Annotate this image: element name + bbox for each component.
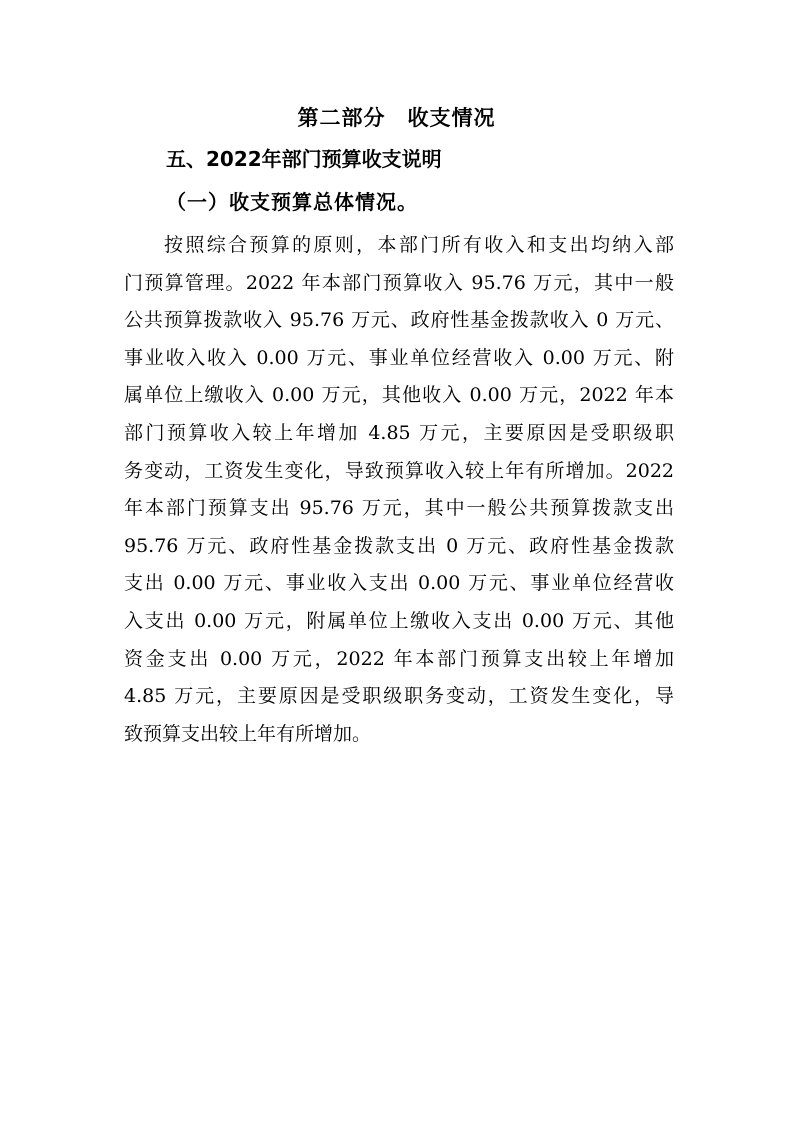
section-heading: 五、2022年部门预算收支说明: [166, 147, 442, 171]
paragraph-line: 事业收入收入 0.00 万元、事业单位经营收入 0.00 万元、附: [124, 346, 674, 369]
paragraph-line: 按照综合预算的原则，本部门所有收入和支出均纳入部: [164, 234, 674, 256]
paragraph-line: 门预算管理。2022 年本部门预算收入 95.76 万元，其中一般: [124, 271, 674, 294]
paragraph-line: 入支出 0.00 万元，附属单位上缴收入支出 0.00 万元、其他: [124, 609, 674, 632]
paragraph-line: 支出 0.00 万元、事业收入支出 0.00 万元、事业单位经营收: [124, 572, 674, 595]
paragraph-line: 4.85 万元，主要原因是受职级职务变动，工资发生变化，导: [124, 685, 674, 708]
paragraph-line: 致预算支出较上年有所增加。: [124, 722, 372, 745]
paragraph-line: 部门预算收入较上年增加 4.85 万元，主要原因是受职级职: [124, 421, 674, 444]
part-title: 第二部分 收支情况: [297, 106, 496, 130]
paragraph-line: 属单位上缴收入 0.00 万元，其他收入 0.00 万元，2022 年本: [124, 384, 674, 407]
sub-heading: （一）收支预算总体情况。: [166, 190, 418, 214]
paragraph-line: 公共预算拨款收入 95.76 万元、政府性基金拨款收入 0 万元、: [124, 309, 674, 332]
paragraph-line: 95.76 万元、政府性基金拨款支出 0 万元、政府性基金拨款: [124, 534, 674, 557]
paragraph-line: 年本部门预算支出 95.76 万元，其中一般公共预算拨款支出: [124, 497, 674, 520]
paragraph-line: 资金支出 0.00 万元，2022 年本部门预算支出较上年增加: [124, 647, 674, 670]
body-paragraph: [124, 227, 674, 753]
paragraph-line: 务变动，工资发生变化，导致预算收入较上年有所增加。2022: [124, 459, 674, 482]
